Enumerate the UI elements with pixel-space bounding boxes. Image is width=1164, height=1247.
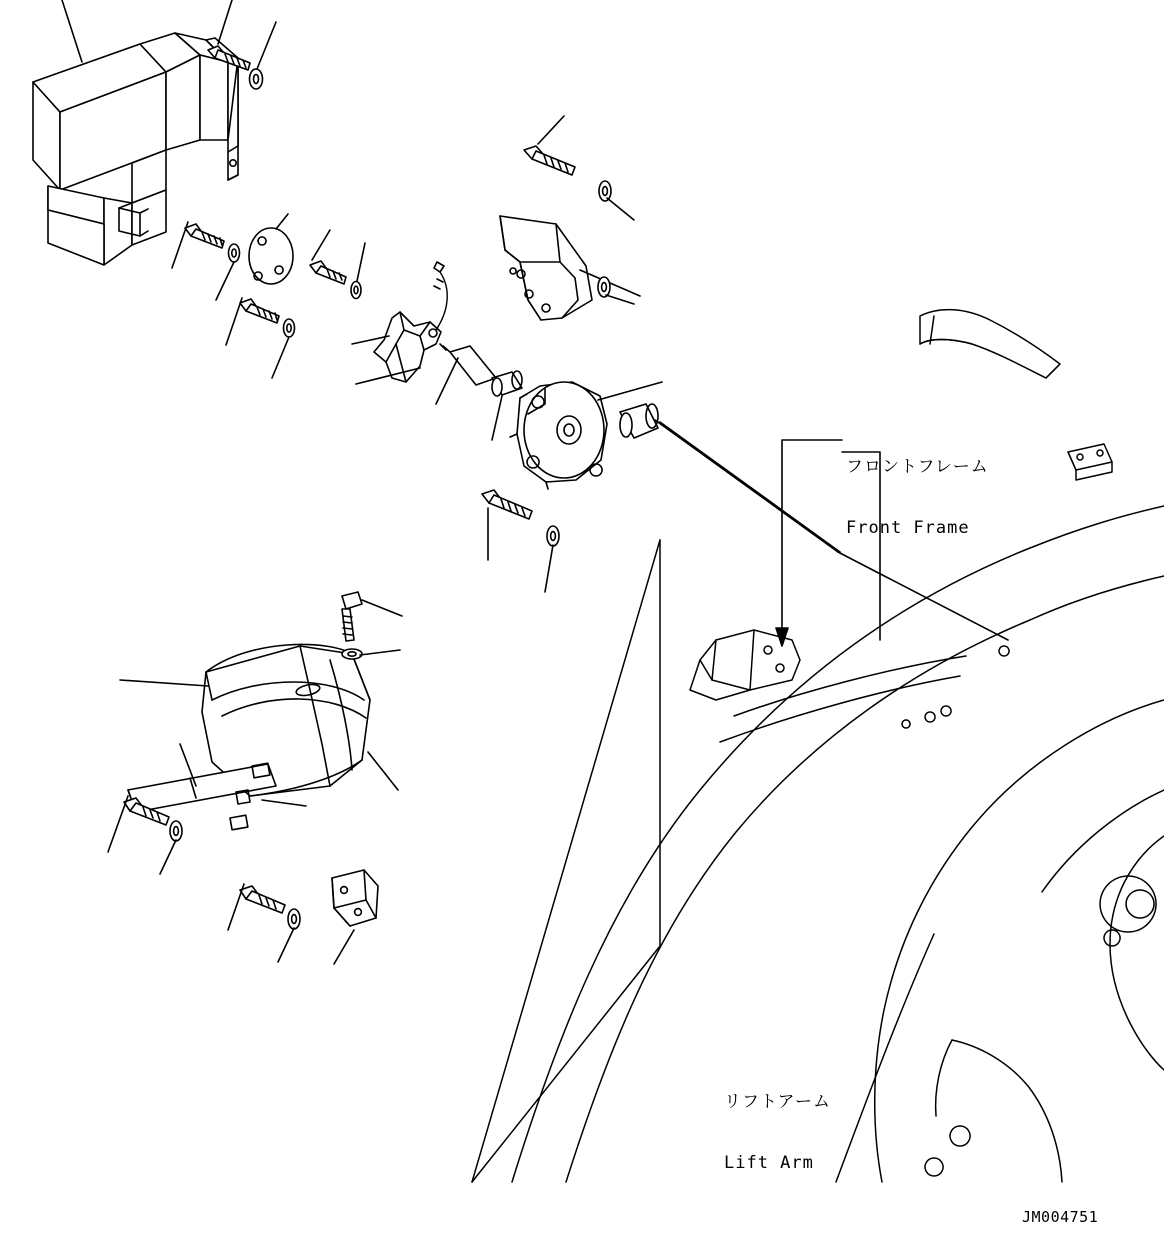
part-bolt-3 xyxy=(240,299,279,323)
callout-lift-arm xyxy=(724,1052,831,1215)
part-bolt-2 xyxy=(185,224,224,248)
callout-front-frame-jp: フロントフレーム xyxy=(846,457,989,477)
leader-washer-9 xyxy=(160,840,176,874)
leader-stay-2 xyxy=(262,800,306,806)
leader-flange-housing xyxy=(598,382,662,400)
part-sensor-cable xyxy=(434,262,447,330)
part-cover-guard xyxy=(33,33,238,265)
leader-cover xyxy=(62,0,82,62)
leader-washer-7 xyxy=(545,545,553,592)
leader-washer-10 xyxy=(278,928,294,962)
leader-lamp-body xyxy=(120,680,208,686)
part-bolt-9 xyxy=(240,886,285,913)
leader-bolt-3 xyxy=(226,298,242,345)
part-washer-10 xyxy=(288,909,300,929)
leader-bolt-2 xyxy=(172,222,188,268)
callout-lift-arm-jp: リフトアーム xyxy=(724,1092,831,1112)
leader-bolt-1 xyxy=(218,0,232,44)
leader-bolt-4 xyxy=(312,230,330,260)
leader-bolt-9 xyxy=(228,884,244,930)
part-washer-9 xyxy=(170,821,182,841)
machine-outline-lift-arm xyxy=(472,540,660,1182)
part-washer-2 xyxy=(229,244,240,262)
part-small-bracket xyxy=(332,870,378,926)
leader-small-bracket xyxy=(334,930,354,964)
part-washer-8 xyxy=(342,649,362,659)
part-washer-7 xyxy=(547,526,559,546)
part-bolt-4 xyxy=(310,261,346,284)
leader-washer-1 xyxy=(257,22,276,69)
leader-washer-6 xyxy=(606,295,634,304)
part-bolt-5 xyxy=(524,146,575,175)
leader-lamp-2 xyxy=(368,752,398,790)
part-bolt-7 xyxy=(342,592,362,641)
part-round-cover-plate xyxy=(249,228,293,284)
leader-washer-2 xyxy=(216,262,234,300)
leader-pin xyxy=(436,358,458,404)
part-washer-6 xyxy=(598,277,610,297)
part-collar-2 xyxy=(620,404,658,438)
part-bracket-hook xyxy=(500,216,592,320)
callout-lift-arm-en: Lift Arm xyxy=(724,1153,814,1174)
drawing-number: JM004751 xyxy=(1022,1208,1099,1226)
part-washer-4 xyxy=(351,282,361,299)
leader-bolt-5 xyxy=(538,116,564,144)
part-flange-housing xyxy=(510,382,607,489)
part-stay-bracket xyxy=(128,763,276,830)
leader-washer-5 xyxy=(607,198,634,220)
part-bolt-6 xyxy=(482,490,532,519)
leader-collar-1 xyxy=(492,396,502,440)
leader-bolt-8 xyxy=(108,796,128,852)
leader-bolt-7 xyxy=(362,600,402,616)
part-collar-1 xyxy=(492,371,522,396)
callout-front-frame xyxy=(846,417,989,580)
leader-flange-to-machine xyxy=(660,422,840,552)
part-washer-1 xyxy=(250,69,263,89)
leader-washer-4 xyxy=(357,243,365,281)
callout-front-frame-en: Front Frame xyxy=(846,518,970,539)
leader-washer-8 xyxy=(360,650,400,655)
part-washer-3 xyxy=(284,319,295,337)
part-washer-5 xyxy=(599,181,611,201)
leader-washer-3 xyxy=(272,337,289,378)
leader-round-cover-plate xyxy=(276,214,288,229)
